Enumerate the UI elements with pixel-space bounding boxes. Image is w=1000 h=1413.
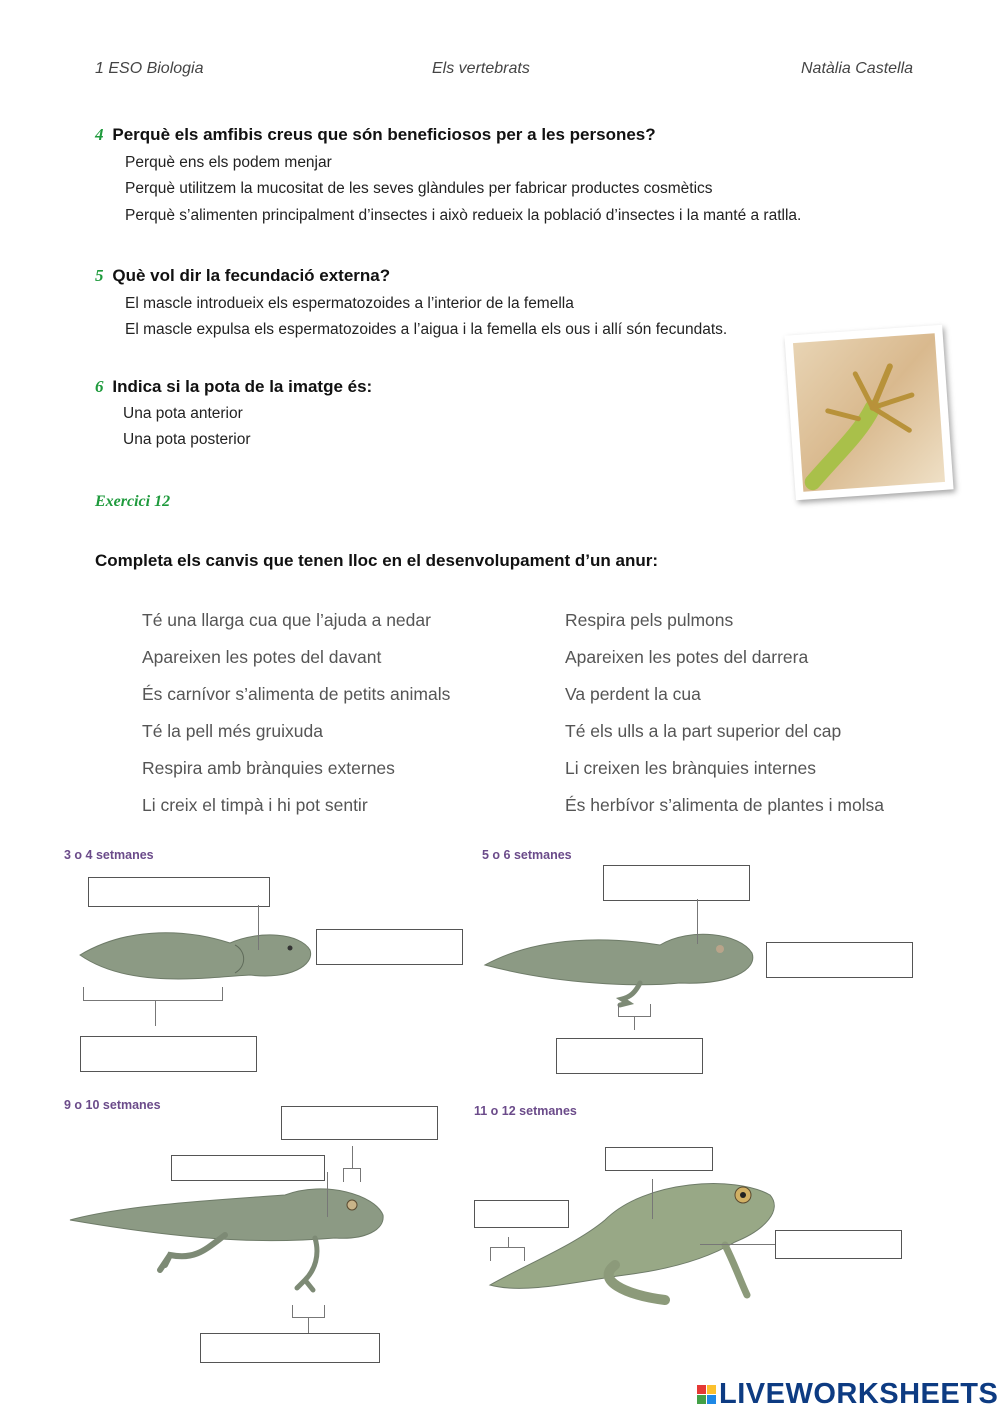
pointer-line <box>652 1179 653 1219</box>
answer-box[interactable] <box>200 1333 380 1363</box>
bracket-line <box>155 1000 156 1026</box>
option[interactable]: Perquè s’alimenten principalment d’insectes i això redueix la població d’insectes i la manté a ratlla. <box>125 207 802 224</box>
word-bank-item[interactable]: Respira amb brànquies externes <box>142 758 395 778</box>
pointer-line <box>700 1244 775 1245</box>
logo-icon <box>697 1385 716 1404</box>
stage-label-3: 9 o 10 setmanes <box>64 1098 161 1112</box>
question-text: Què vol dir la fecundació externa? <box>112 266 391 285</box>
answer-box[interactable] <box>605 1147 713 1171</box>
word-bank-item[interactable]: Va perdent la cua <box>565 684 701 704</box>
brand-name: LIVEWORKSHEETS <box>719 1378 999 1410</box>
tadpole-stage-2-image <box>480 915 760 1015</box>
frog-stage-4-image <box>485 1170 785 1310</box>
word-bank-item[interactable]: Té una llarga cua que l’ajuda a nedar <box>142 610 431 630</box>
option[interactable]: Una pota posterior <box>123 431 251 448</box>
answer-box[interactable] <box>556 1038 703 1074</box>
froglet-stage-3-image <box>65 1180 395 1300</box>
header-author: Natàlia Castella <box>801 60 914 77</box>
answer-box[interactable] <box>80 1036 257 1072</box>
answer-box[interactable] <box>171 1155 325 1181</box>
question-number: 4 <box>95 125 104 144</box>
word-bank-item[interactable]: Té la pell més gruixuda <box>142 721 323 741</box>
bracket-line <box>83 987 84 1001</box>
question-6 <box>95 377 372 397</box>
word-bank-item[interactable]: Té els ulls a la part superior del cap <box>565 721 842 741</box>
word-bank-item[interactable]: És herbívor s’alimenta de plantes i molsa <box>565 795 885 815</box>
stage-label-1: 3 o 4 setmanes <box>64 848 154 862</box>
word-bank-item[interactable]: Respira pels pulmons <box>565 610 734 630</box>
bracket-line <box>83 1000 223 1001</box>
exercise-instruction: Completa els canvis que tenen lloc en el desenvolupament d’un anur: <box>95 551 659 570</box>
answer-box[interactable] <box>281 1106 438 1140</box>
option[interactable]: Perquè utilitzem la mucositat de les seves glàndules per fabricar productes cosmètics <box>125 180 713 197</box>
question-number: 5 <box>95 266 104 285</box>
stage-label-4: 11 o 12 setmanes <box>474 1104 577 1118</box>
bracket-line <box>352 1146 353 1168</box>
bracket-line <box>634 1016 635 1030</box>
word-bank-item[interactable]: És carnívor s’alimenta de petits animals <box>142 684 451 704</box>
bracket-line <box>650 1004 651 1016</box>
question-number: 6 <box>95 377 104 396</box>
bracket-line <box>490 1247 525 1248</box>
pointer-line <box>697 899 698 944</box>
header-topic: Els vertebrats <box>432 60 530 77</box>
bracket-line <box>360 1168 361 1182</box>
bracket-line <box>508 1237 509 1247</box>
tadpole-stage-1-image <box>70 915 330 995</box>
word-bank-item[interactable]: Apareixen les potes del darrera <box>565 647 809 667</box>
word-bank-item[interactable]: Apareixen les potes del davant <box>142 647 382 667</box>
bracket-line <box>343 1168 344 1182</box>
question-4 <box>95 125 656 145</box>
liveworksheets-logo <box>697 1378 998 1411</box>
bracket-line <box>308 1317 309 1333</box>
word-bank-item[interactable]: Li creix el timpà i hi pot sentir <box>142 795 368 815</box>
bracket-line <box>618 1004 619 1016</box>
option[interactable]: Una pota anterior <box>123 405 243 422</box>
question-5 <box>95 266 390 286</box>
stage-label-2: 5 o 6 setmanes <box>482 848 572 862</box>
exercise-title: Exercici 12 <box>95 493 171 510</box>
word-bank-item[interactable]: Li creixen les brànquies internes <box>565 758 816 778</box>
option[interactable]: El mascle introdueix els espermatozoides a l’interior de la femella <box>125 295 574 312</box>
answer-box[interactable] <box>88 877 270 907</box>
bracket-line <box>222 987 223 1001</box>
frog-leg-image <box>793 333 945 492</box>
answer-box[interactable] <box>474 1200 569 1228</box>
bracket-line <box>292 1305 293 1317</box>
pointer-line <box>327 1172 328 1217</box>
answer-box[interactable] <box>775 1230 902 1259</box>
option[interactable]: Perquè ens els podem menjar <box>125 154 332 171</box>
frog-leg-photo <box>784 325 953 501</box>
question-text: Perquè els amfibis creus que són beneficiosos per a les persones? <box>112 125 656 144</box>
bracket-line <box>490 1247 491 1261</box>
answer-box[interactable] <box>603 865 750 901</box>
answer-box[interactable] <box>766 942 913 978</box>
bracket-line <box>524 1247 525 1261</box>
question-text: Indica si la pota de la imatge és: <box>112 377 373 396</box>
bracket-line <box>324 1305 325 1317</box>
option[interactable]: El mascle expulsa els espermatozoides a l’aigua i la femella els ous i allí són fecundats. <box>125 321 728 338</box>
header-subject: 1 ESO Biologia <box>95 60 204 77</box>
answer-box[interactable] <box>316 929 463 965</box>
pointer-line <box>258 905 259 950</box>
bracket-line <box>343 1168 361 1169</box>
